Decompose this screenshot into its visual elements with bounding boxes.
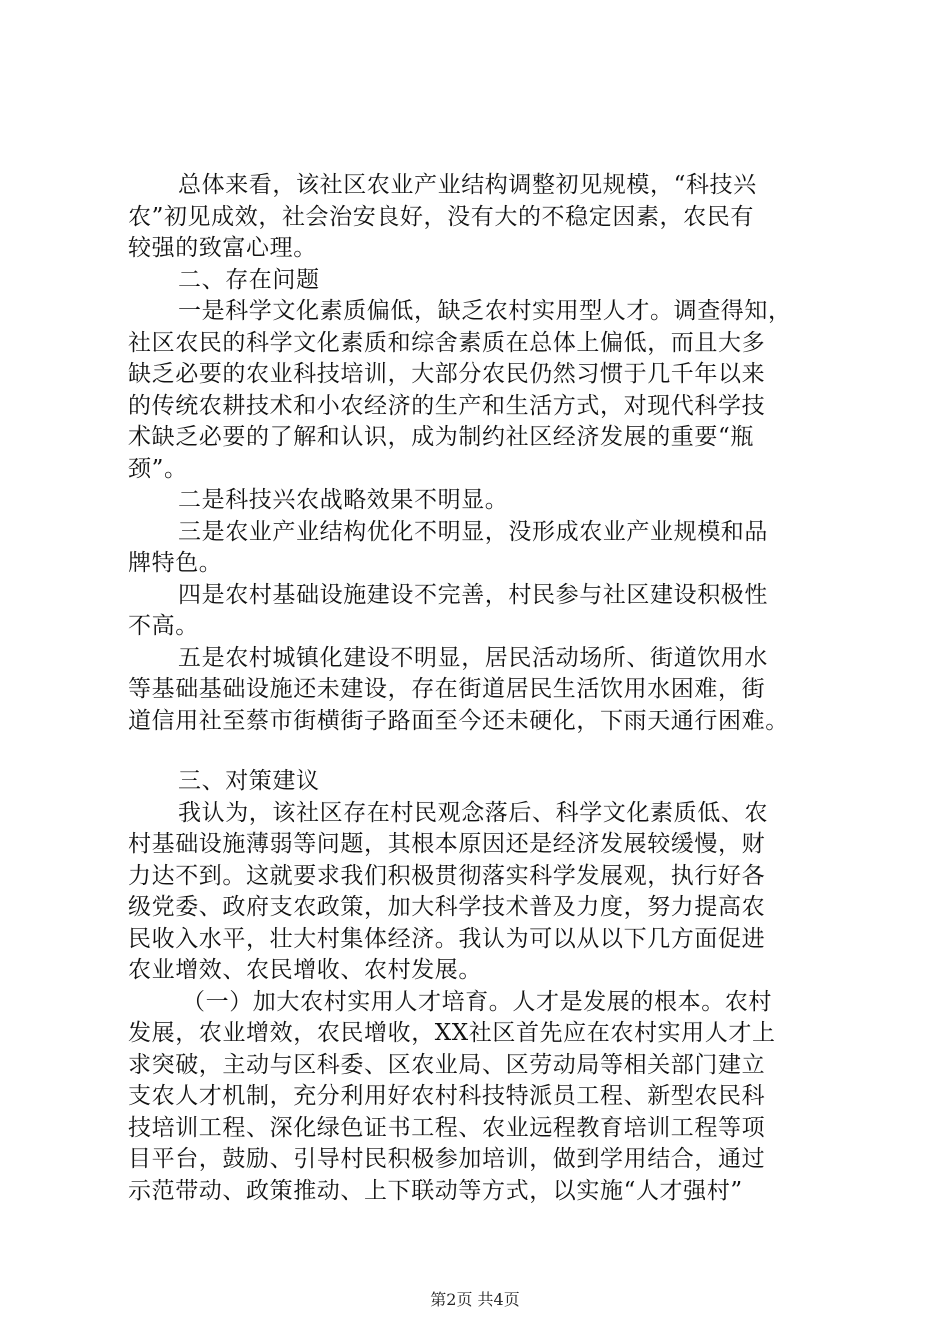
paragraph-gap <box>128 737 840 766</box>
paragraph-line: 发展，农业增效，农民增收，XX社区首先应在农村实用人才上 <box>128 1020 776 1046</box>
paragraph-line: 示范带动、政策推动、上下联动等方式，以实施“人才强村” <box>128 1177 743 1204</box>
paragraph-line: 社区农民的科学文化素质和综舍素质在总体上偏低，而且大多 <box>128 329 766 356</box>
paragraph-line: 级党委、政府支农政策，加大科学技术普及力度，努力提高农 <box>128 894 766 920</box>
summary-line: 较强的致富心理。 <box>128 235 317 261</box>
document-body <box>128 170 840 1207</box>
section-heading-suggestions: 三、对策建议 <box>178 768 320 794</box>
section-heading-problems: 二、存在问题 <box>178 266 320 293</box>
paragraph-line: （一）加大农村实用人才培育。人才是发展的根本。农村 <box>182 988 772 1015</box>
page-footer: 第2页 共4页 <box>430 1290 520 1309</box>
paragraph-line: 一是科学文化素质偏低，缺乏农村实用型人才。调查得知， <box>178 298 792 324</box>
paragraph-line: 我认为，该社区存在村民观念落后、科学文化素质低、农 <box>178 799 768 826</box>
paragraph-line: 力达不到。这就要求我们积极贯彻落实科学发展观，执行好各 <box>128 862 766 889</box>
paragraph-line: 五是农村城镇化建设不明显，居民活动场所、街道饮用水 <box>178 644 768 671</box>
paragraph-line: 缺乏必要的农业科技培训，大部分农民仍然习惯于几千年以来 <box>128 361 766 387</box>
paragraph-line: 四是农村基础设施建设不完善，村民参与社区建设积极性 <box>178 581 768 608</box>
paragraph-line: 支农人才机制，充分利用好农村科技特派员工程、新型农民科 <box>128 1083 766 1109</box>
paragraph-line: 目平台，鼓励、引导村民积极参加培训，做到学用结合，通过 <box>128 1146 766 1172</box>
summary-line: 农”初见成效，社会治安良好，没有大的不稳定因素，农民有 <box>128 203 754 230</box>
paragraph-line: 二是科技兴农战略效果不明显。 <box>178 487 509 513</box>
paragraph-line: 技培训工程、深化绿色证书工程、农业远程教育培训工程等项 <box>128 1114 766 1141</box>
paragraph-line: 不高。 <box>128 613 199 639</box>
paragraph-line: 术缺乏必要的了解和认识，成为制约社区经济发展的重要“瓶 <box>128 424 754 450</box>
paragraph-line: 道信用社至蔡市街横街子路面至今还未硬化，下雨天通行困难。 <box>128 707 789 734</box>
paragraph-line: 民收入水平，壮大村集体经济。我认为可以从以下几方面促进 <box>128 925 766 952</box>
paragraph-line: 颈”。 <box>128 455 188 482</box>
paragraph-line: 农业增效、农民增收、农村发展。 <box>128 957 482 983</box>
paragraph-line: 牌特色。 <box>128 550 223 576</box>
paragraph-line: 的传统农耕技术和小农经济的生产和生活方式，对现代科学技 <box>128 392 766 419</box>
paragraph-line: 等基础基础设施还未建设，存在街道居民生活饮用水困难，街 <box>128 676 766 702</box>
paragraph-line: 村基础设施薄弱等问题，其根本原因还是经济发展较缓慢，财 <box>128 831 766 857</box>
summary-line: 总体来看，该社区农业产业结构调整初见规模，“科技兴 <box>178 172 757 198</box>
paragraph-line: 求突破，主动与区科委、区农业局、区劳动局等相关部门建立 <box>128 1051 766 1078</box>
paragraph-line: 三是农业产业结构优化不明显，没形成农业产业规模和品 <box>178 518 768 545</box>
